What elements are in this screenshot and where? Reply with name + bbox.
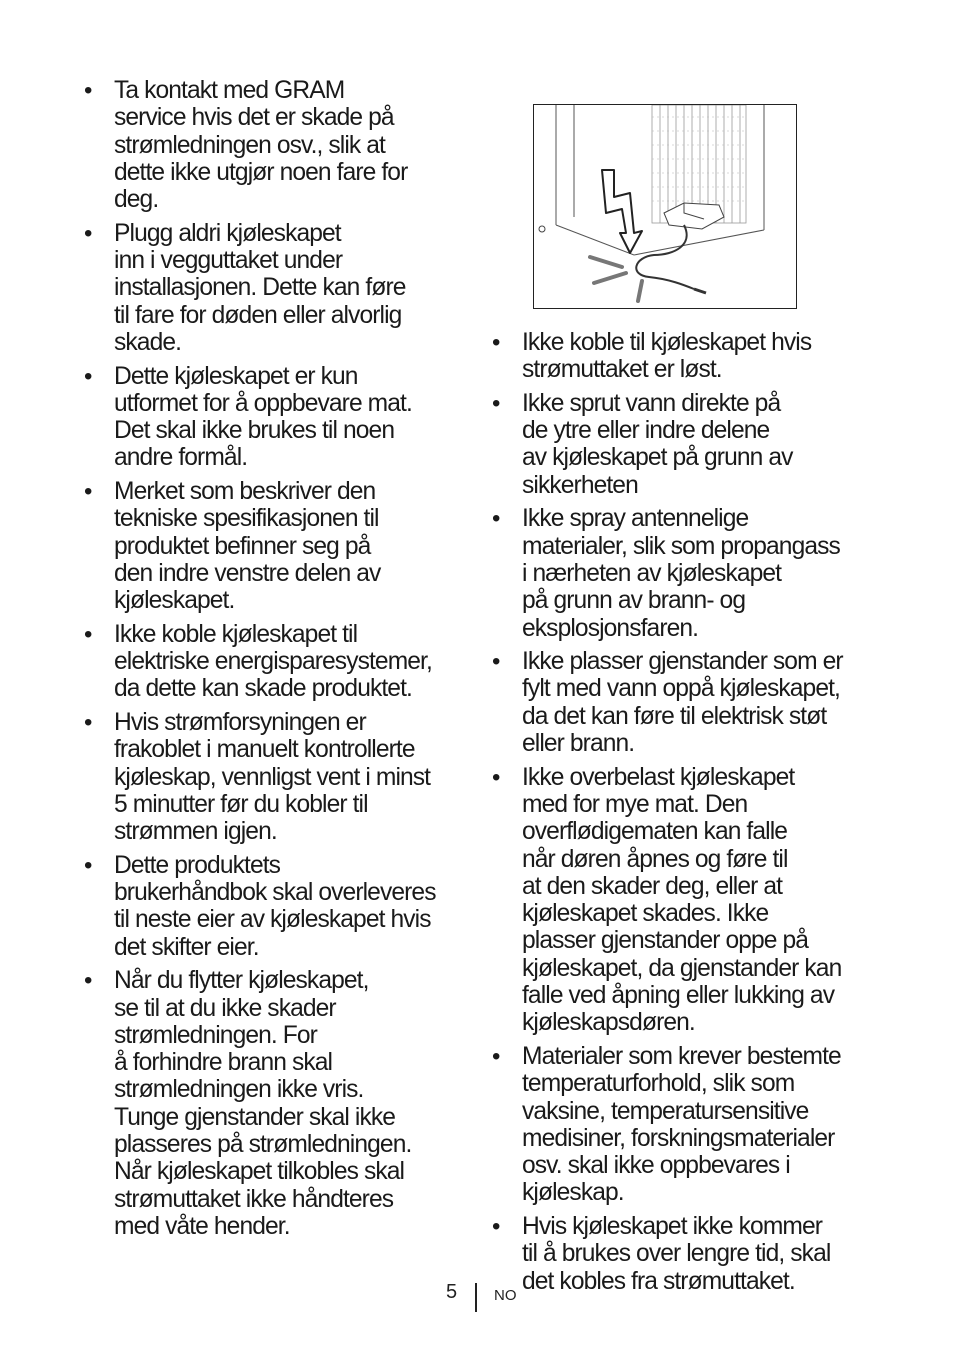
language-code: NO — [494, 1287, 517, 1304]
left-column — [84, 77, 476, 1247]
list-item: • Ikke sprut vann direkte på de ytre eller indre delene av kjøleskapet på grunn av sikkerheten — [492, 390, 884, 499]
list-item: • Dette kjøleskapet er kun utformet for å oppbevare mat. Det skal ikke brukes til noen andre formål. — [84, 363, 476, 472]
right-bullet-list — [492, 329, 884, 1295]
list-item: • Hvis kjøleskapet ikke kommer til å brukes over lengre tid, skal det kobles fra strømuttaket. — [492, 1213, 884, 1295]
list-item: • Ikke plasser gjenstander som er fylt med vann oppå kjøleskapet, da det kan føre til elektrisk støt eller brann. — [492, 648, 884, 757]
plug-warning-icon — [534, 105, 796, 308]
list-item: • Ta kontakt med GRAM service hvis det er skade på strømledningen osv., slik at dette ikke utgjør noen fare for deg. — [84, 77, 476, 213]
list-item: • Ikke koble til kjøleskapet hvis strømuttaket er løst. — [492, 329, 884, 384]
list-item: • Ikke spray antennelige materialer, slik som propangass i nærheten av kjøleskapet på grunn av brann- og eksplosjonsfaren. — [492, 505, 884, 641]
list-item: • Ikke koble kjøleskapet til elektriske energisparesystemer, da dette kan skade produktet. — [84, 621, 476, 703]
left-bullet-list — [84, 77, 476, 1240]
list-item: • Merket som beskriver den tekniske spesifikasjonen til produktet befinner seg på den indre venstre delen av kjøleskapet. — [84, 478, 476, 614]
list-item: • Dette produktets brukerhåndbok skal overleveres til neste eier av kjøleskapet hvis det skifter eier. — [84, 852, 476, 961]
list-item: • Ikke overbelast kjøleskapet med for mye mat. Den overflødigematen kan falle når døren åpnes og føre til at den skader deg, eller at kjøleskapet skades. Ikke plasser gjenstander oppe på kjøleskapet, da gjenstander kan falle ved åpning eller lukking av kjøleskapsdøren. — [492, 764, 884, 1037]
list-item: • Materialer som krever bestemte temperaturforhold, slik som vaksine, temperatursensitive medisiner, forskningsmaterialer osv. skal ikke oppbevares i kjøleskap. — [492, 1043, 884, 1207]
right-column — [492, 329, 884, 1301]
page-number: 5 — [446, 1281, 458, 1303]
list-item: • Plugg aldri kjøleskapet inn i vegguttaket under installasjonen. Dette kan føre til fare for døden eller alvorlig skade. — [84, 220, 476, 356]
list-item: • Når du flytter kjøleskapet, se til at du ikke skader strømledningen. For å forhindre brann skal strømledningen ikke vris. Tunge gjenstander skal ikke plasseres på strømledningen. Når kjøleskapet tilkobles skal strømuttaket ikke håndteres med våte hender. — [84, 967, 476, 1240]
refrigerator-power-plug-warning-illustration — [533, 104, 797, 309]
list-item: • Hvis strømforsyningen er frakoblet i manuelt kontrollerte kjøleskap, vennligst vent i minst 5 minutter før du kobler til strømmen igjen. — [84, 709, 476, 845]
footer-divider — [475, 1283, 477, 1312]
